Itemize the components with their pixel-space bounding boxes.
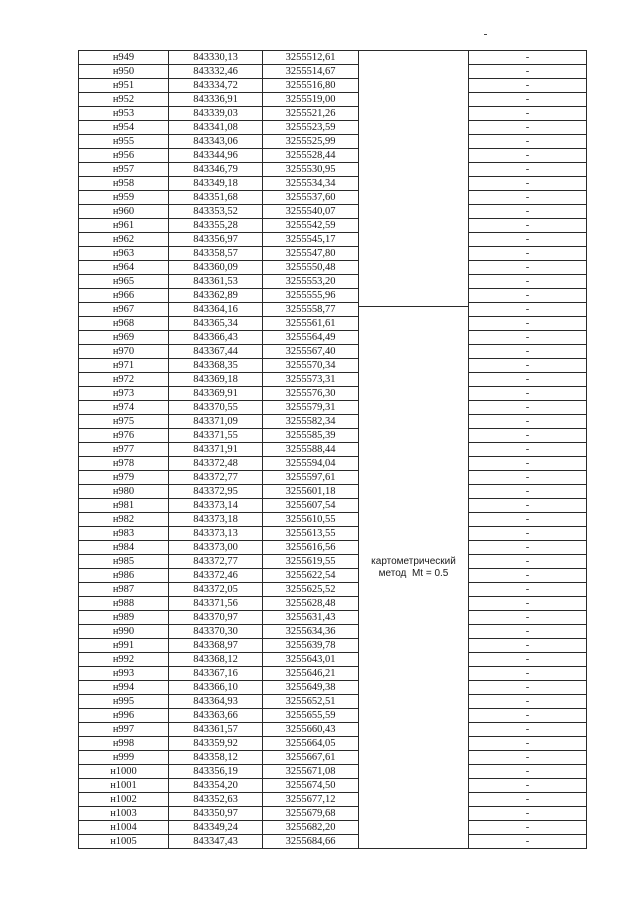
point-id-cell: н970 — [79, 345, 169, 359]
table-row — [79, 401, 587, 415]
point-id-cell: н982 — [79, 513, 169, 527]
point-id-cell: н989 — [79, 611, 169, 625]
table-row — [79, 429, 587, 443]
y-coordinate-cell: 3255537,60 — [263, 191, 359, 205]
point-id-cell: н984 — [79, 541, 169, 555]
table-row — [79, 471, 587, 485]
y-coordinate-cell: 3255555,96 — [263, 289, 359, 303]
note-cell: - — [469, 163, 587, 177]
y-coordinate-cell: 3255619,55 — [263, 555, 359, 569]
x-coordinate-cell: 843373,13 — [169, 527, 263, 541]
table-row — [79, 541, 587, 555]
note-cell: - — [469, 485, 587, 499]
y-coordinate-cell: 3255519,00 — [263, 93, 359, 107]
x-coordinate-cell: 843363,66 — [169, 709, 263, 723]
page-mark — [484, 34, 487, 35]
note-cell: - — [469, 569, 587, 583]
table-row — [79, 555, 587, 569]
note-cell: - — [469, 471, 587, 485]
point-id-cell: н996 — [79, 709, 169, 723]
table-row — [79, 135, 587, 149]
note-cell: - — [469, 191, 587, 205]
y-coordinate-cell: 3255613,55 — [263, 527, 359, 541]
y-coordinate-cell: 3255540,07 — [263, 205, 359, 219]
x-coordinate-cell: 843368,35 — [169, 359, 263, 373]
table-row — [79, 205, 587, 219]
table-row — [79, 415, 587, 429]
point-id-cell: н1002 — [79, 793, 169, 807]
point-id-cell: н962 — [79, 233, 169, 247]
table-row — [79, 345, 587, 359]
x-coordinate-cell: 843350,97 — [169, 807, 263, 821]
point-id-cell: н983 — [79, 527, 169, 541]
table-row — [79, 821, 587, 835]
y-coordinate-cell: 3255550,48 — [263, 261, 359, 275]
table-row — [79, 513, 587, 527]
y-coordinate-cell: 3255660,43 — [263, 723, 359, 737]
table-row — [79, 709, 587, 723]
y-coordinate-cell: 3255564,49 — [263, 331, 359, 345]
y-coordinate-cell: 3255582,34 — [263, 415, 359, 429]
y-coordinate-cell: 3255643,01 — [263, 653, 359, 667]
note-cell: - — [469, 513, 587, 527]
x-coordinate-cell: 843364,93 — [169, 695, 263, 709]
y-coordinate-cell: 3255512,61 — [263, 51, 359, 65]
y-coordinate-cell: 3255610,55 — [263, 513, 359, 527]
coordinates-table — [78, 50, 587, 849]
point-id-cell: н969 — [79, 331, 169, 345]
table-row — [79, 261, 587, 275]
point-id-cell: н951 — [79, 79, 169, 93]
table-row — [79, 527, 587, 541]
y-coordinate-cell: 3255573,31 — [263, 373, 359, 387]
x-coordinate-cell: 843355,28 — [169, 219, 263, 233]
note-cell: - — [469, 793, 587, 807]
point-id-cell: н966 — [79, 289, 169, 303]
y-coordinate-cell: 3255514,67 — [263, 65, 359, 79]
table-row — [79, 667, 587, 681]
table-row — [79, 737, 587, 751]
x-coordinate-cell: 843344,96 — [169, 149, 263, 163]
note-cell: - — [469, 443, 587, 457]
point-id-cell: н971 — [79, 359, 169, 373]
table-row — [79, 583, 587, 597]
table-row — [79, 51, 587, 65]
point-id-cell: н988 — [79, 597, 169, 611]
note-cell: - — [469, 345, 587, 359]
note-cell: - — [469, 765, 587, 779]
table-row — [79, 807, 587, 821]
point-id-cell: н961 — [79, 219, 169, 233]
point-id-cell: н955 — [79, 135, 169, 149]
x-coordinate-cell: 843343,06 — [169, 135, 263, 149]
x-coordinate-cell: 843372,77 — [169, 471, 263, 485]
y-coordinate-cell: 3255639,78 — [263, 639, 359, 653]
point-id-cell: н968 — [79, 317, 169, 331]
table-row — [79, 233, 587, 247]
y-coordinate-cell: 3255547,80 — [263, 247, 359, 261]
point-id-cell: н992 — [79, 653, 169, 667]
x-coordinate-cell: 843370,30 — [169, 625, 263, 639]
y-coordinate-cell: 3255585,39 — [263, 429, 359, 443]
note-cell: - — [469, 247, 587, 261]
note-cell: - — [469, 695, 587, 709]
point-id-cell: н960 — [79, 205, 169, 219]
table-row — [79, 779, 587, 793]
y-coordinate-cell: 3255684,66 — [263, 835, 359, 849]
point-id-cell: н993 — [79, 667, 169, 681]
note-cell: - — [469, 625, 587, 639]
x-coordinate-cell: 843368,97 — [169, 639, 263, 653]
y-coordinate-cell: 3255622,54 — [263, 569, 359, 583]
table-row — [79, 275, 587, 289]
x-coordinate-cell: 843372,77 — [169, 555, 263, 569]
table-row — [79, 107, 587, 121]
y-coordinate-cell: 3255553,20 — [263, 275, 359, 289]
y-coordinate-cell: 3255674,50 — [263, 779, 359, 793]
note-cell: - — [469, 79, 587, 93]
point-id-cell: н963 — [79, 247, 169, 261]
point-id-cell: н999 — [79, 751, 169, 765]
x-coordinate-cell: 843365,34 — [169, 317, 263, 331]
method-cell — [359, 51, 469, 849]
note-cell: - — [469, 107, 587, 121]
y-coordinate-cell: 3255594,04 — [263, 457, 359, 471]
y-coordinate-cell: 3255545,17 — [263, 233, 359, 247]
point-id-cell: н977 — [79, 443, 169, 457]
point-id-cell: н1005 — [79, 835, 169, 849]
table-row — [79, 359, 587, 373]
note-cell: - — [469, 751, 587, 765]
point-id-cell: н975 — [79, 415, 169, 429]
x-coordinate-cell: 843361,57 — [169, 723, 263, 737]
x-coordinate-cell: 843360,09 — [169, 261, 263, 275]
note-cell: - — [469, 807, 587, 821]
x-coordinate-cell: 843356,19 — [169, 765, 263, 779]
point-id-cell: н953 — [79, 107, 169, 121]
note-cell: - — [469, 779, 587, 793]
point-id-cell: н981 — [79, 499, 169, 513]
method-text — [359, 556, 468, 580]
note-cell: - — [469, 723, 587, 737]
note-cell: - — [469, 401, 587, 415]
x-coordinate-cell: 843347,43 — [169, 835, 263, 849]
table-row — [79, 121, 587, 135]
x-coordinate-cell: 843372,05 — [169, 583, 263, 597]
table-row — [79, 93, 587, 107]
table-row — [79, 793, 587, 807]
y-coordinate-cell: 3255579,31 — [263, 401, 359, 415]
table-row — [79, 611, 587, 625]
x-coordinate-cell: 843369,91 — [169, 387, 263, 401]
x-coordinate-cell: 843372,95 — [169, 485, 263, 499]
point-id-cell: н973 — [79, 387, 169, 401]
y-coordinate-cell: 3255631,43 — [263, 611, 359, 625]
point-id-cell: н979 — [79, 471, 169, 485]
point-id-cell: н990 — [79, 625, 169, 639]
point-id-cell: н952 — [79, 93, 169, 107]
note-cell: - — [469, 219, 587, 233]
x-coordinate-cell: 843358,12 — [169, 751, 263, 765]
table-row — [79, 387, 587, 401]
y-coordinate-cell: 3255628,48 — [263, 597, 359, 611]
x-coordinate-cell: 843356,97 — [169, 233, 263, 247]
point-id-cell: н1003 — [79, 807, 169, 821]
x-coordinate-cell: 843370,97 — [169, 611, 263, 625]
point-id-cell: н997 — [79, 723, 169, 737]
note-cell: - — [469, 331, 587, 345]
table-row — [79, 317, 587, 331]
note-cell: - — [469, 149, 587, 163]
table-row — [79, 639, 587, 653]
y-coordinate-cell: 3255679,68 — [263, 807, 359, 821]
y-coordinate-cell: 3255558,77 — [263, 303, 359, 317]
note-cell: - — [469, 457, 587, 471]
note-cell: - — [469, 359, 587, 373]
table-row — [79, 289, 587, 303]
point-id-cell: н995 — [79, 695, 169, 709]
y-coordinate-cell: 3255682,20 — [263, 821, 359, 835]
x-coordinate-cell: 843371,55 — [169, 429, 263, 443]
point-id-cell: н957 — [79, 163, 169, 177]
table-row — [79, 751, 587, 765]
point-id-cell: н1004 — [79, 821, 169, 835]
coordinates-table-body — [79, 51, 587, 849]
table-row — [79, 149, 587, 163]
y-coordinate-cell: 3255576,30 — [263, 387, 359, 401]
table-row — [79, 597, 587, 611]
y-coordinate-cell: 3255667,61 — [263, 751, 359, 765]
point-id-cell: н956 — [79, 149, 169, 163]
note-cell: - — [469, 527, 587, 541]
table-row — [79, 65, 587, 79]
x-coordinate-cell: 843334,72 — [169, 79, 263, 93]
table-row — [79, 373, 587, 387]
x-coordinate-cell: 843341,08 — [169, 121, 263, 135]
table-row — [79, 765, 587, 779]
table-row — [79, 457, 587, 471]
note-cell: - — [469, 667, 587, 681]
x-coordinate-cell: 843370,55 — [169, 401, 263, 415]
method-accuracy-label: метод Mt = 0.5 — [378, 568, 449, 580]
table-row — [79, 723, 587, 737]
method-divider-line — [359, 306, 468, 307]
table-row — [79, 653, 587, 667]
note-cell: - — [469, 205, 587, 219]
x-coordinate-cell: 843336,91 — [169, 93, 263, 107]
x-coordinate-cell: 843371,91 — [169, 443, 263, 457]
table-row — [79, 835, 587, 849]
note-cell: - — [469, 835, 587, 849]
y-coordinate-cell: 3255525,99 — [263, 135, 359, 149]
x-coordinate-cell: 843367,16 — [169, 667, 263, 681]
point-id-cell: н954 — [79, 121, 169, 135]
point-id-cell: н972 — [79, 373, 169, 387]
y-coordinate-cell: 3255601,18 — [263, 485, 359, 499]
x-coordinate-cell: 843371,09 — [169, 415, 263, 429]
x-coordinate-cell: 843373,18 — [169, 513, 263, 527]
y-coordinate-cell: 3255523,59 — [263, 121, 359, 135]
table-row — [79, 569, 587, 583]
x-coordinate-cell: 843358,57 — [169, 247, 263, 261]
x-coordinate-cell: 843367,44 — [169, 345, 263, 359]
note-cell: - — [469, 681, 587, 695]
x-coordinate-cell: 843332,46 — [169, 65, 263, 79]
table-row — [79, 177, 587, 191]
point-id-cell: н978 — [79, 457, 169, 471]
x-coordinate-cell: 843349,18 — [169, 177, 263, 191]
y-coordinate-cell: 3255570,34 — [263, 359, 359, 373]
x-coordinate-cell: 843372,46 — [169, 569, 263, 583]
table-row — [79, 331, 587, 345]
x-coordinate-cell: 843372,48 — [169, 457, 263, 471]
y-coordinate-cell: 3255528,44 — [263, 149, 359, 163]
note-cell: - — [469, 289, 587, 303]
note-cell: - — [469, 51, 587, 65]
x-coordinate-cell: 843330,13 — [169, 51, 263, 65]
note-cell: - — [469, 65, 587, 79]
note-cell: - — [469, 429, 587, 443]
x-coordinate-cell: 843364,16 — [169, 303, 263, 317]
note-cell: - — [469, 387, 587, 401]
y-coordinate-cell: 3255607,54 — [263, 499, 359, 513]
y-coordinate-cell: 3255616,56 — [263, 541, 359, 555]
point-id-cell: н949 — [79, 51, 169, 65]
table-row — [79, 191, 587, 205]
point-id-cell: н987 — [79, 583, 169, 597]
note-cell: - — [469, 737, 587, 751]
note-cell: - — [469, 261, 587, 275]
point-id-cell: н964 — [79, 261, 169, 275]
point-id-cell: н994 — [79, 681, 169, 695]
point-id-cell: н950 — [79, 65, 169, 79]
y-coordinate-cell: 3255671,08 — [263, 765, 359, 779]
y-coordinate-cell: 3255542,59 — [263, 219, 359, 233]
y-coordinate-cell: 3255625,52 — [263, 583, 359, 597]
table-row — [79, 625, 587, 639]
note-cell: - — [469, 121, 587, 135]
point-id-cell: н986 — [79, 569, 169, 583]
note-cell: - — [469, 583, 587, 597]
x-coordinate-cell: 843366,43 — [169, 331, 263, 345]
y-coordinate-cell: 3255649,38 — [263, 681, 359, 695]
note-cell: - — [469, 93, 587, 107]
table-row — [79, 499, 587, 513]
y-coordinate-cell: 3255530,95 — [263, 163, 359, 177]
x-coordinate-cell: 843362,89 — [169, 289, 263, 303]
table-row — [79, 695, 587, 709]
point-id-cell: н958 — [79, 177, 169, 191]
point-id-cell: н959 — [79, 191, 169, 205]
note-cell: - — [469, 275, 587, 289]
table-row — [79, 79, 587, 93]
x-coordinate-cell: 843361,53 — [169, 275, 263, 289]
x-coordinate-cell: 843346,79 — [169, 163, 263, 177]
y-coordinate-cell: 3255567,40 — [263, 345, 359, 359]
point-id-cell: н985 — [79, 555, 169, 569]
x-coordinate-cell: 843349,24 — [169, 821, 263, 835]
method-name-label: картометрический — [371, 556, 456, 568]
x-coordinate-cell: 843371,56 — [169, 597, 263, 611]
table-row — [79, 247, 587, 261]
point-id-cell: н965 — [79, 275, 169, 289]
x-coordinate-cell: 843354,20 — [169, 779, 263, 793]
note-cell: - — [469, 639, 587, 653]
table-row — [79, 443, 587, 457]
y-coordinate-cell: 3255652,51 — [263, 695, 359, 709]
table-row — [79, 219, 587, 233]
table-row — [79, 303, 587, 317]
y-coordinate-cell: 3255521,26 — [263, 107, 359, 121]
x-coordinate-cell: 843352,63 — [169, 793, 263, 807]
x-coordinate-cell: 843366,10 — [169, 681, 263, 695]
y-coordinate-cell: 3255655,59 — [263, 709, 359, 723]
x-coordinate-cell: 843353,52 — [169, 205, 263, 219]
point-id-cell: н998 — [79, 737, 169, 751]
note-cell: - — [469, 373, 587, 387]
table-row — [79, 485, 587, 499]
note-cell: - — [469, 597, 587, 611]
x-coordinate-cell: 843368,12 — [169, 653, 263, 667]
y-coordinate-cell: 3255634,36 — [263, 625, 359, 639]
x-coordinate-cell: 843351,68 — [169, 191, 263, 205]
y-coordinate-cell: 3255516,80 — [263, 79, 359, 93]
x-coordinate-cell: 843339,03 — [169, 107, 263, 121]
note-cell: - — [469, 233, 587, 247]
note-cell: - — [469, 555, 587, 569]
x-coordinate-cell: 843359,92 — [169, 737, 263, 751]
point-id-cell: н980 — [79, 485, 169, 499]
note-cell: - — [469, 611, 587, 625]
point-id-cell: н1001 — [79, 779, 169, 793]
y-coordinate-cell: 3255646,21 — [263, 667, 359, 681]
point-id-cell: н974 — [79, 401, 169, 415]
note-cell: - — [469, 177, 587, 191]
note-cell: - — [469, 303, 587, 317]
note-cell: - — [469, 415, 587, 429]
table-row — [79, 681, 587, 695]
y-coordinate-cell: 3255561,61 — [263, 317, 359, 331]
point-id-cell: н967 — [79, 303, 169, 317]
x-coordinate-cell: 843373,14 — [169, 499, 263, 513]
y-coordinate-cell: 3255588,44 — [263, 443, 359, 457]
table-row — [79, 163, 587, 177]
note-cell: - — [469, 821, 587, 835]
note-cell: - — [469, 709, 587, 723]
point-id-cell: н976 — [79, 429, 169, 443]
y-coordinate-cell: 3255664,05 — [263, 737, 359, 751]
y-coordinate-cell: 3255597,61 — [263, 471, 359, 485]
note-cell: - — [469, 317, 587, 331]
point-id-cell: н1000 — [79, 765, 169, 779]
note-cell: - — [469, 135, 587, 149]
y-coordinate-cell: 3255534,34 — [263, 177, 359, 191]
note-cell: - — [469, 653, 587, 667]
note-cell: - — [469, 541, 587, 555]
y-coordinate-cell: 3255677,12 — [263, 793, 359, 807]
x-coordinate-cell: 843369,18 — [169, 373, 263, 387]
x-coordinate-cell: 843373,00 — [169, 541, 263, 555]
point-id-cell: н991 — [79, 639, 169, 653]
note-cell: - — [469, 499, 587, 513]
